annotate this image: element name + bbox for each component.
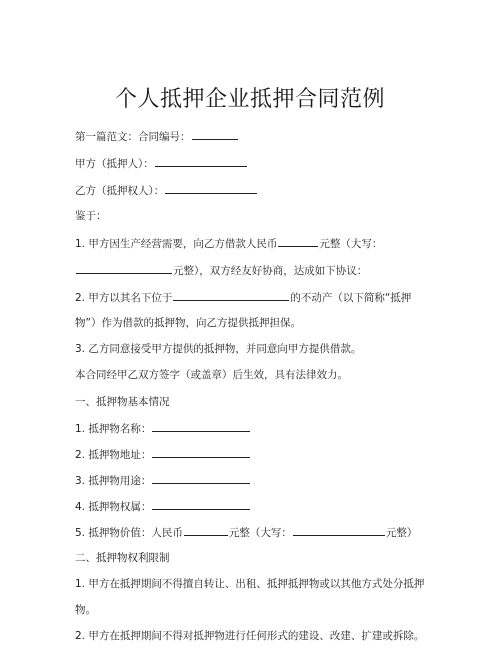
collateral-ownership-label: 4. 抵押物权属： xyxy=(75,501,152,513)
clause-2-text-b: 的不动产（以下简称“抵押 xyxy=(290,292,412,304)
restriction-1-line xyxy=(75,577,424,591)
collateral-name-line xyxy=(75,421,251,436)
collateral-value-end: 元整） xyxy=(385,527,418,539)
restriction-1-text: 1. 甲方在抵押期间不得擅自转让、出租、抵押抵押物或以其他方式处分抵押 xyxy=(75,578,425,590)
restriction-1-cont-line xyxy=(75,603,96,617)
property-location-blank xyxy=(173,290,289,301)
clause-1-text-a: 1. 甲方因生产经营需要，向乙方借款人民币 xyxy=(75,238,278,250)
section-2-title: 二、抵押物权利限制 xyxy=(75,552,170,564)
party-a-label: 甲方（抵押人）： xyxy=(75,158,154,170)
collateral-value-blank xyxy=(184,525,228,536)
clause-1-text-b: 元整（大写： xyxy=(319,238,383,250)
contract-number-label: 第一篇范文：合同编号： xyxy=(75,131,191,143)
collateral-ownership-line xyxy=(75,499,251,514)
clause-2-cont-line xyxy=(75,316,301,330)
effect-text: 本合同经甲乙双方签字（或盖章）后生效，具有法律效力。 xyxy=(75,369,348,381)
collateral-ownership-blank xyxy=(152,499,250,510)
collateral-value-words-blank xyxy=(293,525,385,536)
contract-number-line xyxy=(75,129,239,144)
party-b-label: 乙方（抵押权人）： xyxy=(75,185,165,197)
clause-1-line xyxy=(75,236,382,251)
clause-1-text-c: 元整），双方经友好协商，达成如下协议： xyxy=(173,265,368,277)
party-b-line xyxy=(75,183,258,198)
collateral-address-blank xyxy=(152,447,250,458)
collateral-address-line xyxy=(75,447,251,462)
section-1-title: 一、抵押物基本情况 xyxy=(75,396,170,408)
clause-2-line xyxy=(75,290,411,305)
loan-amount-blank xyxy=(278,236,318,247)
collateral-value-label: 5. 抵押物价值：人民币 xyxy=(75,527,183,539)
effect-line xyxy=(75,368,348,382)
section-1-heading xyxy=(75,395,170,409)
restriction-2-text: 2. 甲方在抵押期间不得对抵押物进行任何形式的建设、改建、扩建或拆除。 xyxy=(75,630,425,642)
section-2-heading xyxy=(75,551,170,565)
restriction-2-line xyxy=(75,629,424,643)
document-title: 个人抵押企业抵押合同范例 xyxy=(114,87,385,112)
collateral-use-blank xyxy=(152,473,250,484)
party-a-blank xyxy=(155,156,247,167)
collateral-name-blank xyxy=(152,421,250,432)
party-a-line xyxy=(75,156,248,171)
collateral-use-line xyxy=(75,473,251,488)
collateral-address-label: 2. 抵押物地址： xyxy=(75,449,152,461)
clause-3-text: 3. 乙方同意接受甲方提供的抵押物，并同意向甲方提供借款。 xyxy=(75,343,362,355)
collateral-value-mid: 元整（大写： xyxy=(228,527,292,539)
collateral-name-label: 1. 抵押物名称： xyxy=(75,423,152,435)
clause-1-cont-line xyxy=(75,263,367,278)
loan-amount-words-blank xyxy=(76,263,172,274)
whereas-text: 鉴于： xyxy=(75,210,107,222)
clause-2-text-c: 物”）作为借款的抵押物，向乙方提供抵押担保。 xyxy=(75,317,301,329)
clause-3-line xyxy=(75,342,361,356)
collateral-value-line xyxy=(75,525,417,540)
whereas-heading xyxy=(75,209,107,223)
collateral-use-label: 3. 抵押物用途： xyxy=(75,475,152,487)
restriction-1-cont-text: 物。 xyxy=(75,604,96,616)
clause-2-text-a: 2. 甲方以其名下位于 xyxy=(75,292,173,304)
contract-number-blank xyxy=(192,129,238,140)
party-b-blank xyxy=(165,183,257,194)
